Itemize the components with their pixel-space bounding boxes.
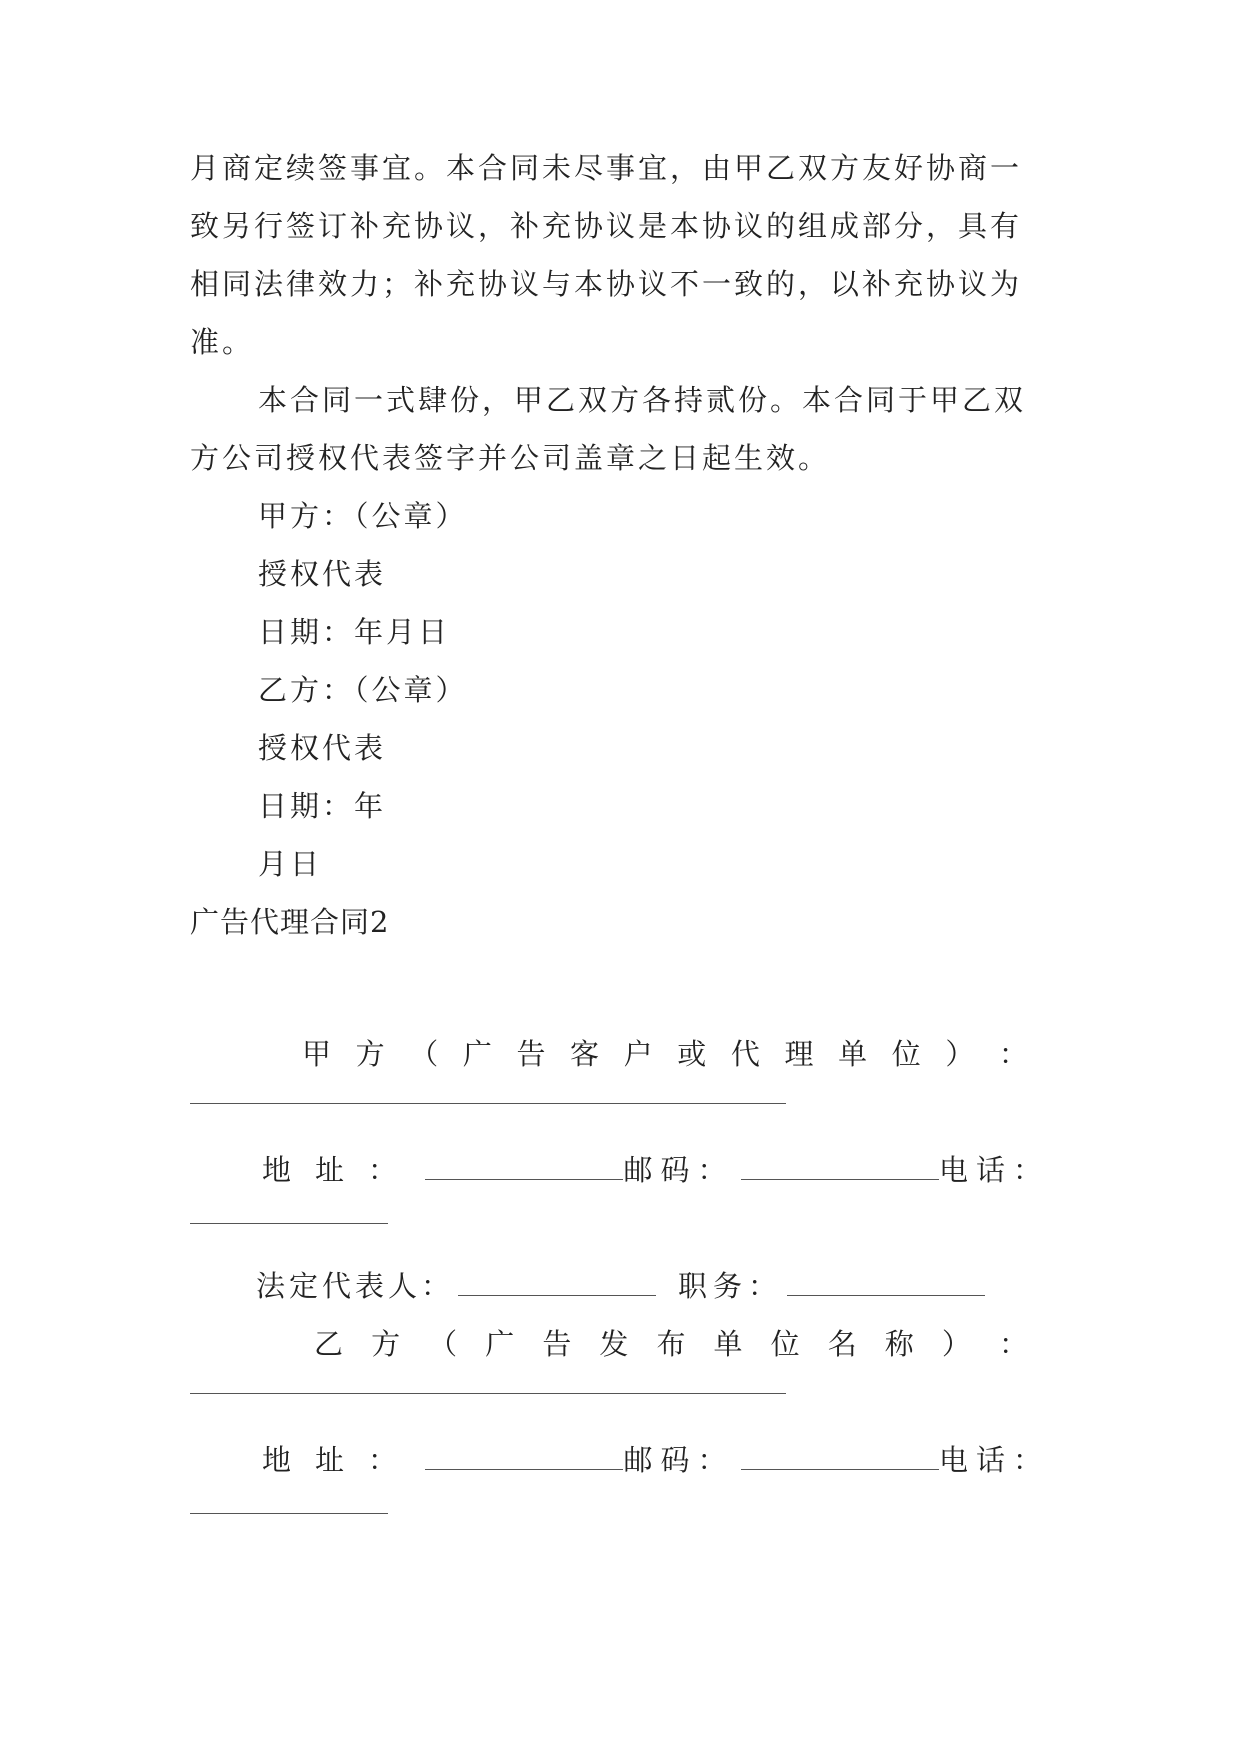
paragraph-line: 本合同一式肆份，甲乙双方各持贰份。本合同于甲乙双 (258, 383, 1027, 417)
party-a-char: 方 (355, 1037, 385, 1071)
party-a-char: ： (998, 1037, 1028, 1071)
position-label: 职务： (678, 1269, 784, 1303)
party-a-seal: 甲方：（公章） (258, 499, 468, 533)
party-b-date-cont: 月日 (258, 847, 323, 881)
postcode-label: 邮码： (623, 1153, 735, 1187)
address-blank[interactable] (425, 1155, 623, 1180)
party-b-char: 发 (599, 1327, 629, 1361)
party-b-char: ： (998, 1327, 1028, 1361)
party-b-char: ） (941, 1327, 971, 1361)
postcode-blank[interactable] (741, 1155, 939, 1180)
legal-rep-blank[interactable] (458, 1271, 656, 1296)
party-b-char: 布 (656, 1327, 686, 1361)
party-a-char: 户 (623, 1037, 653, 1071)
address-label: 地址： (262, 1443, 422, 1477)
party-a-representative: 授权代表 (258, 557, 387, 591)
postcode-blank[interactable] (741, 1445, 939, 1470)
party-b-char: 乙 (314, 1327, 344, 1361)
phone-label: 电话： (938, 1443, 1050, 1477)
party-a-char: 甲 (302, 1037, 332, 1071)
party-b-char: 广 (485, 1327, 515, 1361)
party-a-legal-row (256, 1266, 1044, 1306)
phone-blank[interactable] (190, 1513, 388, 1514)
address-blank[interactable] (425, 1445, 623, 1470)
party-b-char: 单 (713, 1327, 743, 1361)
paragraph-line: 相同法律效力；补充协议与本协议不一致的，以补充协议为 (190, 267, 1023, 301)
party-a-char: 单 (838, 1037, 868, 1071)
party-a-char: 客 (570, 1037, 600, 1071)
phone-blank[interactable] (190, 1223, 388, 1224)
party-b-label (314, 1324, 1028, 1364)
party-a-char: ） (945, 1037, 975, 1071)
party-a-char: （ (409, 1037, 439, 1071)
party-a-char: 代 (730, 1037, 760, 1071)
contract-title: 广告代理合同2 (190, 905, 390, 939)
paragraph-line: 准。 (190, 325, 255, 359)
party-a-char: 告 (516, 1037, 546, 1071)
paragraph-line: 月商定续签事宜。本合同未尽事宜，由甲乙双方友好协商一 (190, 151, 1023, 185)
party-b-contact-row (262, 1440, 1050, 1480)
paragraph-line: 致另行签订补充协议，补充协议是本协议的组成部分，具有 (190, 209, 1023, 243)
fill-line (190, 1103, 786, 1104)
paragraph-line: 方公司授权代表签字并公司盖章之日起生效。 (190, 441, 831, 475)
party-a-label (302, 1034, 1028, 1074)
party-a-char: 理 (784, 1037, 814, 1071)
party-a-char: 广 (462, 1037, 492, 1071)
party-a-contact-row (262, 1150, 1050, 1190)
party-b-char: 名 (827, 1327, 857, 1361)
party-b-char: 告 (542, 1327, 572, 1361)
phone-label: 电话： (938, 1153, 1050, 1187)
party-a-char: 位 (891, 1037, 921, 1071)
legal-rep-label: 法定代表人： (256, 1269, 455, 1303)
party-a-date: 日期：年月日 (258, 615, 451, 649)
party-b-representative: 授权代表 (258, 731, 387, 765)
party-b-char: 方 (371, 1327, 401, 1361)
position-blank[interactable] (787, 1271, 985, 1296)
party-b-char: （ (428, 1327, 458, 1361)
fill-line (190, 1393, 786, 1394)
postcode-label: 邮码： (623, 1443, 735, 1477)
party-a-char: 或 (677, 1037, 707, 1071)
party-b-seal: 乙方：（公章） (258, 673, 468, 707)
party-b-char: 称 (884, 1327, 914, 1361)
address-label: 地址： (262, 1153, 422, 1187)
party-b-date: 日期：年 (258, 789, 387, 823)
party-b-char: 位 (770, 1327, 800, 1361)
